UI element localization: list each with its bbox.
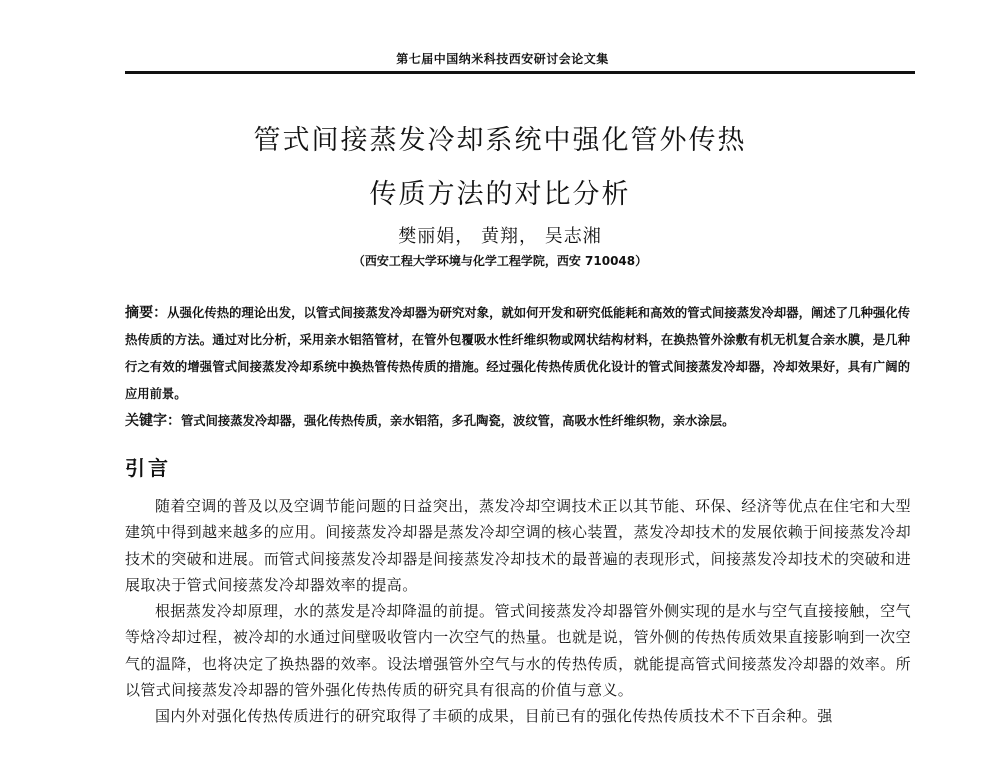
keywords-text: 管式间接蒸发冷却器，强化传热传质，亲水铝箔，多孔陶瓷，波纹管，高吸水性纤维织物，亲水涂层。 xyxy=(181,414,735,428)
body-paragraph-2: 根据蒸发冷却原理，水的蒸发是冷却降温的前提。管式间接蒸发冷却器管外侧实现的是水与空气直接接触，空气等焓冷却过程，被冷却的水通过间壁吸收管内一次空气的热量。也就是说，管外侧的传热传质效果直接影响到一次空气的温降，也将决定了换热器的效率。设法增强管外空气与水的传热传质，就能提高管式间接蒸发冷却器的效率。所以管式间接蒸发冷却器的管外强化传热传质的研究具有很高的价值与意义。 xyxy=(125,602,911,700)
paper-title-line-1: 管式间接蒸发冷却系统中强化管外传热 xyxy=(253,125,747,156)
paper-title-line-2: 传质方法的对比分析 xyxy=(369,179,631,210)
body-paragraph-1: 随着空调的普及以及空调节能问题的日益突出，蒸发冷却空调技术正以其节能、环保、经济等优点在住宅和大型建筑中得到越来越多的应用。间接蒸发冷却器是蒸发冷却空调的核心装置，蒸发冷却技术的发展依赖于间接蒸发冷却技术的突破和进展。而管式间接蒸发冷却器是间接蒸发冷却技术的最普遍的表现形式，间接蒸发冷却技术的突破和进展取决于管式间接蒸发冷却器效率的提高。 xyxy=(125,497,911,594)
keywords-label: 关键字： xyxy=(125,413,181,429)
body-text xyxy=(125,493,911,730)
header-rule xyxy=(125,71,915,74)
abstract-label: 摘要： xyxy=(125,305,168,321)
abstract-text: 从强化传热的理论出发，以管式间接蒸发冷却器为研究对象，就如何开发和研究低能耗和高效的管式间接蒸发冷却器，阐述了几种强化传热传质的方法。通过对比分析，采用亲水铝箔管材，在管外包覆吸水性纤维织物或网状结构材料，在换热管外涂敷有机无机复合亲水膜，是几种行之有效的增强管式间接蒸发冷却系统中换热管传热传质的措施。经过强化传热传质优化设计的管式间接蒸发冷却器，冷却效果好，具有广阔的应用前景。 xyxy=(125,306,911,401)
keywords xyxy=(125,408,910,435)
author-list: 樊丽娟， 黄翔， 吴志湘 xyxy=(398,226,602,247)
body-paragraph-3: 国内外对强化传热传质进行的研究取得了丰硕的成果，目前已有的强化传热传质技术不下百余种。强 xyxy=(155,707,833,726)
running-header: 第七届中国纳米科技西安研讨会论文集 xyxy=(396,52,609,66)
abstract xyxy=(125,300,910,408)
affiliation: （西安工程大学环境与化学工程学院，西安 710048） xyxy=(352,254,648,268)
section-heading-introduction: 引言 xyxy=(125,456,171,480)
